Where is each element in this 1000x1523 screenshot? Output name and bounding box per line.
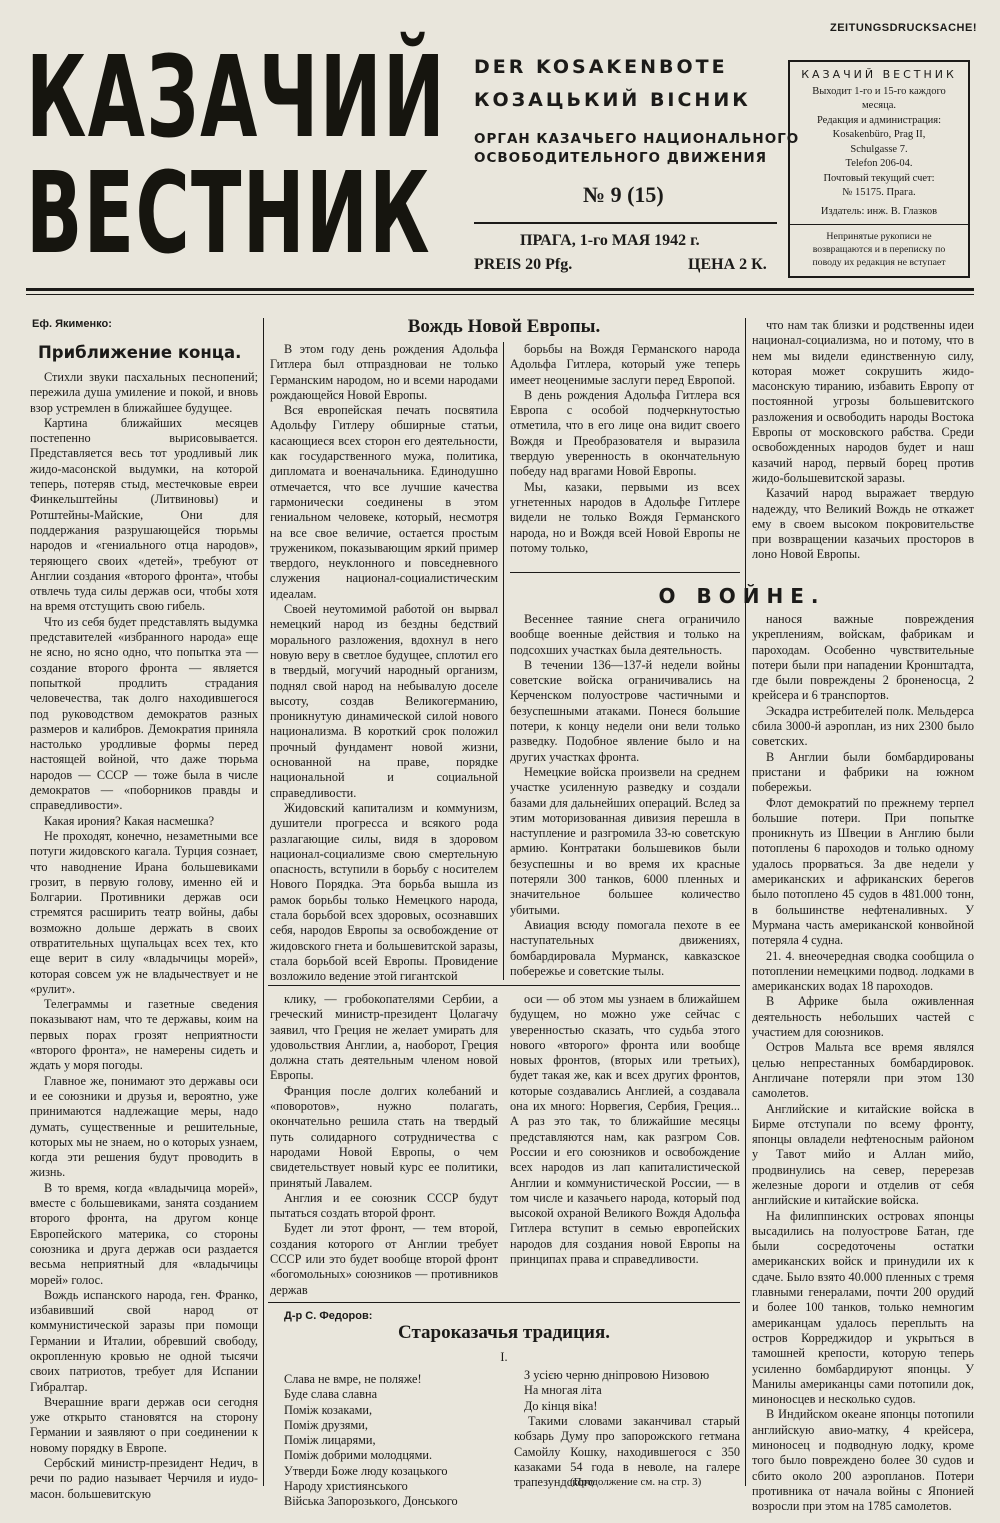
infobox-title: КАЗАЧИЙ ВЕСТНИК <box>801 68 957 81</box>
article2-title: Вождь Новой Европы. <box>407 316 601 337</box>
article2-col3 <box>752 318 974 584</box>
war-col2 <box>752 612 974 1514</box>
article1-paragraph: Сербский министр-президент Недич, в речи по радио называет Черчиля и иудо-масон. большевитскую <box>30 1456 258 1501</box>
infobox-line: месяца. <box>862 100 896 111</box>
article1-body <box>30 370 258 1501</box>
organ-line-2: ОСВОБОДИТЕЛЬНОГО ДВИЖЕНИЯ <box>474 150 768 166</box>
article3-author: Д-р С. Федоров: <box>284 1310 373 1322</box>
article1-paragraph: Картина ближайших месяцев постепенно вырисовывается. Представляется весь тот уродливый лик жидо-масонской выдумки, на которой теперь, потеряв стыд, местечковые евреи Финкельштейны (Литвиновы) и Ротштейны-Майские, Они для поддержания разрушающейся тюрьмы народов и «гениального отца народов», теряющего своих «детей», требуют от Англии создания «второго фронта», чтобы отвлечь туда силы держав оси, чтобы хотя на время отстущить свою гибель. <box>30 415 258 614</box>
continuation-paragraph: клику, — гробокопателями Сербии, а греческий министр-президент Цолагачу заявил, что Греция не желает умирать для удовольствия Англии, а, наоборот, Греция должна стать деятельным членом новой Европы. <box>270 992 498 1083</box>
continuation-paragraph: Англия и ее союзник СССР будут пытаться создать второй фронт. <box>270 1190 498 1221</box>
verse-line: Поміж друзями, <box>284 1417 368 1432</box>
verse-line: Слава не вмре, не поляже! <box>284 1372 422 1386</box>
war-paragraph: В Индийском океане японцы потопили английскую авио-матку, 4 крейсера, миноносец и подводную лодку, кроме того было повреждено более 30 судов и сбито около 200 аэропланов. Потери противника от начала войны с Японией возросли при этом на 1785 самолетов. <box>752 1407 974 1514</box>
infobox-line: Выходит 1-го и 15-го каждого <box>812 85 946 97</box>
dateline: ПРАГА, 1-го МАЯ 1942 г. <box>520 232 700 249</box>
price-russian: ЦЕНА 2 К. <box>688 256 767 273</box>
war-paragraph: В Африке была оживленная деятельность небольших частей с участием для союзников. <box>752 994 974 1040</box>
masthead-title-line1: КАЗАЧИЙ <box>26 33 447 163</box>
infobox-publisher: Издатель: инж. В. Глазков <box>820 205 938 217</box>
war-paragraph: В Англии были бомбардированы пристани и фабрики на южном побережьи. <box>752 749 974 795</box>
continuation-paragraph: Будет ли этот фронт, — тем второй, создания которого от Англии требует СССР или это будет вообще второй фронт «богомольных» союзников — противников держав <box>270 1221 498 1297</box>
war-paragraph: В течении 136—137-й недели войны советские войска ограничивались на Керченском полуострове частичными и безуспешными атаками. Понеся большие потери, к концу недели они вели только разведку. Подобное явление было и на других участках фронта. <box>510 657 740 764</box>
article1-paragraph: Стихли звуки пасхальных песнопений; пережила душа умиление и покой, и вновь взор устремлен в ближайшее будущее. <box>30 370 258 415</box>
verse-line: Поміж добрими молодцями. <box>284 1448 433 1463</box>
article1-paragraph: Вождь испанского народа, ген. Франко, избавивший свой народ от коммунистической заразы при помощи Германии и Италии, обревший свободу, окропленную кровью не одной тысячи своих патриотов, требует для Испании Гибралтар. <box>30 1287 258 1394</box>
article2-col2 <box>510 342 740 567</box>
continued-note: (Продолжение см. на стр. 3) <box>570 1476 702 1488</box>
war-paragraph: Эскадра истребителей полк. Мельдерса сбила 3000-й аэроплан, из них 2300 было советских. <box>752 703 974 749</box>
verse-line: До кінця віка! <box>524 1398 598 1413</box>
masthead-rule <box>26 288 974 291</box>
article2-paragraph: В день рождения Адольфа Гитлера вся Европа с особой подчеркнутостью отметила, что в его лице она видит своего Вождя и Преобразователя и выразила твердую уверенность в окончательную победу над врагами Новой Европы. <box>510 387 740 479</box>
verse-line: Поміж лицарями, <box>284 1433 376 1448</box>
war-paragraph: Английские и китайские войска в Бирме отступали по всему фронту, японцы овладели нефтеносным районом у Тавот мийо и Аллан мийо, продвинулись на север, перерезав железные дороги и отделив от себя английские и китайские войска. <box>752 1101 974 1208</box>
infobox-line: Kosakenbüro, Prag II, <box>832 129 926 140</box>
article1-paragraph: Телеграммы и газетные сведения показывают нам, что те державы, коим на первых порах грозят неприятности «второго фронта», не намерены сидеть и ждать у моря погоды. <box>30 997 258 1073</box>
verse-line: Війська Запорозького, Донського <box>284 1494 458 1509</box>
column-rule <box>263 318 264 1486</box>
section-rule <box>268 1302 740 1303</box>
verse-line: Народу християнського <box>284 1479 408 1494</box>
organ-line-1: ОРГАН КАЗАЧЬЕГО НАЦИОНАЛЬНОГО <box>474 131 800 147</box>
continuation-paragraph: Франция после долгих колебаний и «поворотов», нужно полагать, окончательно решила стать на твердый путь солидарного сотрудничества с народами Новой Европы, о чем свидетельствует новый курс ее политики, принятый Лавалем. <box>270 1083 498 1190</box>
article2-col1 <box>270 342 498 982</box>
war-col1 <box>510 612 740 982</box>
article2-paragraph: Своей неутомимой работой он вырвал немецкий народ из бездны бедствий морального разложения, вдохнул в него новую веру в светлое будущее, сплотил его в твердый, могучий народный организм, поднял свой народ на небывалую доселе высоту, создав Великогерманию, проникнутую динамической силой нового национализма. В короткий срок положил прочный фундамент новой жизни, основанной на праве, порядке национальной и социальной справедливости. <box>270 602 498 800</box>
column-rule <box>503 342 504 980</box>
infobox-line: Telefon 206-04. <box>845 158 913 169</box>
mail-stamp: ZEITUNGSDRUCKSACHE! <box>830 22 977 34</box>
masthead-title-line2: ВЕСТНИК <box>26 149 431 279</box>
verse-line: Поміж козаками, <box>284 1402 373 1417</box>
verse-line: З усією черню дніпровою Низовою <box>524 1368 710 1382</box>
article1-title: Приближение конца. <box>38 343 242 362</box>
article3-verse-1 <box>284 1372 504 1510</box>
article2-paragraph: Казачий народ выражает твердую надежду, что Великий Вождь не откажет ему в своем высоком покровительстве при возвращении казачьих просторов в лоно Новой Европы. <box>752 486 974 562</box>
article1-paragraph: Вчерашние враги держав оси сегодня уже открыто становятся на сторону Германии и заявляют о при соединении к новому порядку в Европе. <box>30 1394 258 1455</box>
article2-paragraph: Мы, казаки, первыми из всех угнетенных народов в Адольфе Гитлере видели не только Вождя Германского народа, но и Вождя всей Новой Европы не потому только, <box>510 479 740 555</box>
continuation-col1 <box>270 992 498 1298</box>
section-rule <box>510 572 740 573</box>
masthead-rule-thin <box>26 294 974 295</box>
war-paragraph: 21. 4. внеочередная сводка сообщила о потоплении немецкими подвод. лодками в американских водах 18 пароходов. <box>752 948 974 994</box>
article3-title: Староказачья традиция. <box>397 1322 611 1343</box>
continuation-paragraph: оси — об этом мы узнаем в ближайшем будущем, но можно уже сейчас с уверенностью сказать, что судьба этого нового «второго» фронта или вообще новых фронтов, (вторых или третьих), будет такая же, как и всех других фронтов, которые создавались Англией, а создавала она их много: Норвегия, Сербия, Греция... А раз это так, то ближайшие месяцы представляются нам, как разгром Сов. России и его союзников и освобождение всех народов из лап капиталистической Англии и коммунистической России, — в том числе и казачьего народа, который под высокой охраной Великого Вождя Адольфа Гитлера вступит в семью европейских народов для создания новой Европы на принципах права и справедливости. <box>510 992 740 1267</box>
article3-verse-2 <box>524 1368 740 1414</box>
verse-line: На многая літа <box>524 1383 602 1398</box>
war-paragraph: Остров Мальта все время являлся целью непрестанных бомбардировок. Англичане потеряли при этом 130 самолетов. <box>752 1040 974 1101</box>
article2-paragraph: борьбы на Вождя Германского народа Адольфа Гитлера, который уже теперь имеет неоценимые заслуги перед Европой. <box>510 342 740 387</box>
infobox-notice: Непринятые рукописи не возвращаются и в переписку по поводу их редакция не вступает <box>812 231 946 268</box>
header-divider <box>474 222 777 224</box>
war-paragraph: Флот демократий по прежнему терпел большие потери. При попытке проникнуть из Швеции в Англию были потоплены 6 пароходов и только одному удалось прорваться. За две недели у американских и африканских берегов было потоплено 45 судов в 481.000 тонн, в большинстве нефтеналивных. У Мурмана часть американской конвойной потеряла 4 судна. <box>752 795 974 948</box>
war-paragraph: На филиппинских островах японцы высадились на полуострове Батан, где были сосредоточены остатки американских войск и принудили их к сдаче. Было взято 40.000 пленных с тремя главными генералами, почти 200 орудий и более 100 танков, только немногим американцам удалось переплыть на остров Корреджидор и укрыться в тамошней крепости, которую теперь усиленно бомбардируют японцы. У Манилы американцы сами потопили док, миноносцев и несколько судов. <box>752 1208 974 1407</box>
issue-number: № 9 (15) <box>583 182 664 207</box>
publisher-infobox <box>788 60 970 278</box>
section-rule <box>268 985 740 986</box>
infobox-line: Почтовый текущий счет: <box>823 172 935 184</box>
column-rule <box>745 318 746 1486</box>
price-german: PREIS 20 Pfg. <box>474 256 573 273</box>
article2-paragraph: Вся европейская печать посвятила Адольфу Гитлеру обширные статьи, касающиеся всех сторон его деятельности, как государственного мужа, политика, дипломата и военачальника. Единодушно отмечается, что все лучшие качества гармонически соединены в этом гениальном человеке, который, несмотря на все свое величие, остается простым тружеником, показывающим яркий пример твердого, неуклонного и повседневного служения национал-социалистическим идеалам. <box>270 403 498 601</box>
infobox-divider <box>790 224 968 225</box>
article1-paragraph: Не проходят, конечно, незаметными все потуги жидовского кагала. Турция сознает, что наводнение Ирана большевиками грозит, в первую голову, именно ей и Болгарии. Противники держав оси стремятся расширить театр войны, дабы возможно дольше держать в своих отвратительных щупальцах всех тех, кто еще верит в силу «владычицы морей», которая совсем уж не владычествует и не «рулит». <box>30 828 258 996</box>
subtitle-german: DER KOSAKENBOTE <box>474 56 728 78</box>
article1-paragraph: В то время, когда «владычица морей», вместе с большевиками, занята созданием второго фронта, на другом конце Европейского материка, со стороны союзника и друга держав оси раздается весьма неприятный для «владычицы морей» голос. <box>30 1180 258 1287</box>
article2-paragraph: Жидовский капитализм и коммунизм, душители прогресса и всякого рода разлагающие силы, видя в здоровом национал-социализме свою смертельную опасность, вступили в борьбу с носителем Нового Порядка. Эта борьба вышла из рамок борьбы только Немецкого народа, стала борьбой всех здоровых, осознавших себя, народов Европы за освобождение от жидовского гнета и большевитской заразы, стала борьбой всей Европы. Провидение возложило ведение этой гигантской <box>270 800 498 984</box>
article2-paragraph: что нам так близки и родственны идеи национал-социализма, но и потому, что в нем мы видели единственную силу, которая может сокрушить жидо-масонскую тиранию, избавить Европу от постоянной угрозы большевитского разложения и освободить народы Востока Европы от московского рабства. Среди освобожденных народов будет и наш казачий народ, первый борец против жидо-большевитской заразы. <box>752 318 974 485</box>
continuation-col2 <box>510 992 740 1298</box>
verse-line: Утверди Боже люду козацького <box>284 1463 448 1478</box>
war-paragraph: Авиация всюду помогала пехоте в ее наступательных движениях, бомбардировала Мурманск, кавказское побережье и советские тылы. <box>510 917 740 978</box>
war-paragraph: Весеннее таяние снега ограничило вообще военные действия и только на подсохших участках была деятельность. <box>510 612 740 657</box>
war-paragraph: нанося важные повреждения укреплениям, войскам, фабрикам и пароходам. Особенно чувствительные потери были при нападении Кронштадта, где были повреждены 2 броненосца, 2 крейсера и 6 транспортов. <box>752 612 974 703</box>
war-paragraph: Немецкие войска произвели на среднем участке усиленную разведку и создали базами для дальнейших операций. Вслед за этим моторизованная дивизия перешла в наступление и разгромила 33-ю советскую армию. Контратаки большевиков были безуспешны и во время их красные потеряли 300 танков, 6000 пленных и значительное большее количество убитыми. <box>510 764 740 917</box>
article1-paragraph: Какая ирония? Какая насмешка? <box>44 813 215 828</box>
article1-paragraph: Что из себя будет представлять выдумка представителей «избранного народа» еще не ясно, но ясно одно, что попытка эта — создание второго фронта — является попыткой продлить страдания человечества, так долго находившегося под руководством демократов разных размеров и калибров. Демократия приняла настолько уродливые формы перед настоящей войной, что даже тюрьма народов — СССР — тоже была в числе демократов — «поборников правды и справедливости». <box>30 614 258 813</box>
article1-author: Еф. Якименко: <box>32 318 112 330</box>
infobox-line: № 15175. Прага. <box>842 187 916 198</box>
war-title: О ВОЙНЕ. <box>658 584 826 608</box>
subtitle-ukrainian: КОЗАЦЬКИЙ ВІСНИК <box>474 89 751 111</box>
article2-paragraph: В этом году день рождения Адольфа Гитлера был отпраздноваи не только Германским народом, но и всеми народами рождающейся Новой Европы. <box>270 342 498 402</box>
infobox-line: Schulgasse 7. <box>850 143 908 155</box>
infobox-line: Редакция и администрация: <box>816 114 942 126</box>
verse-line: Буде слава славна <box>284 1387 378 1402</box>
article3-section-number: I. <box>500 1350 508 1364</box>
article1-paragraph: Главное же, понимают это державы оси и ее союзники и друзья и, вероятно, уже принимаются надлежащие меры, надо думать, существенные и решительные, которых мы не знаем, но о которых узнаем, когда эти решения будут проводить в жизнь. <box>30 1073 258 1180</box>
article3-paragraph: Такими словами заканчивал старый кобзарь Думу про запорожского гетмана Самойлу Кошку, находившегося с 350 казаками 54 года в неволе, на галере трапезундского <box>514 1414 740 1490</box>
